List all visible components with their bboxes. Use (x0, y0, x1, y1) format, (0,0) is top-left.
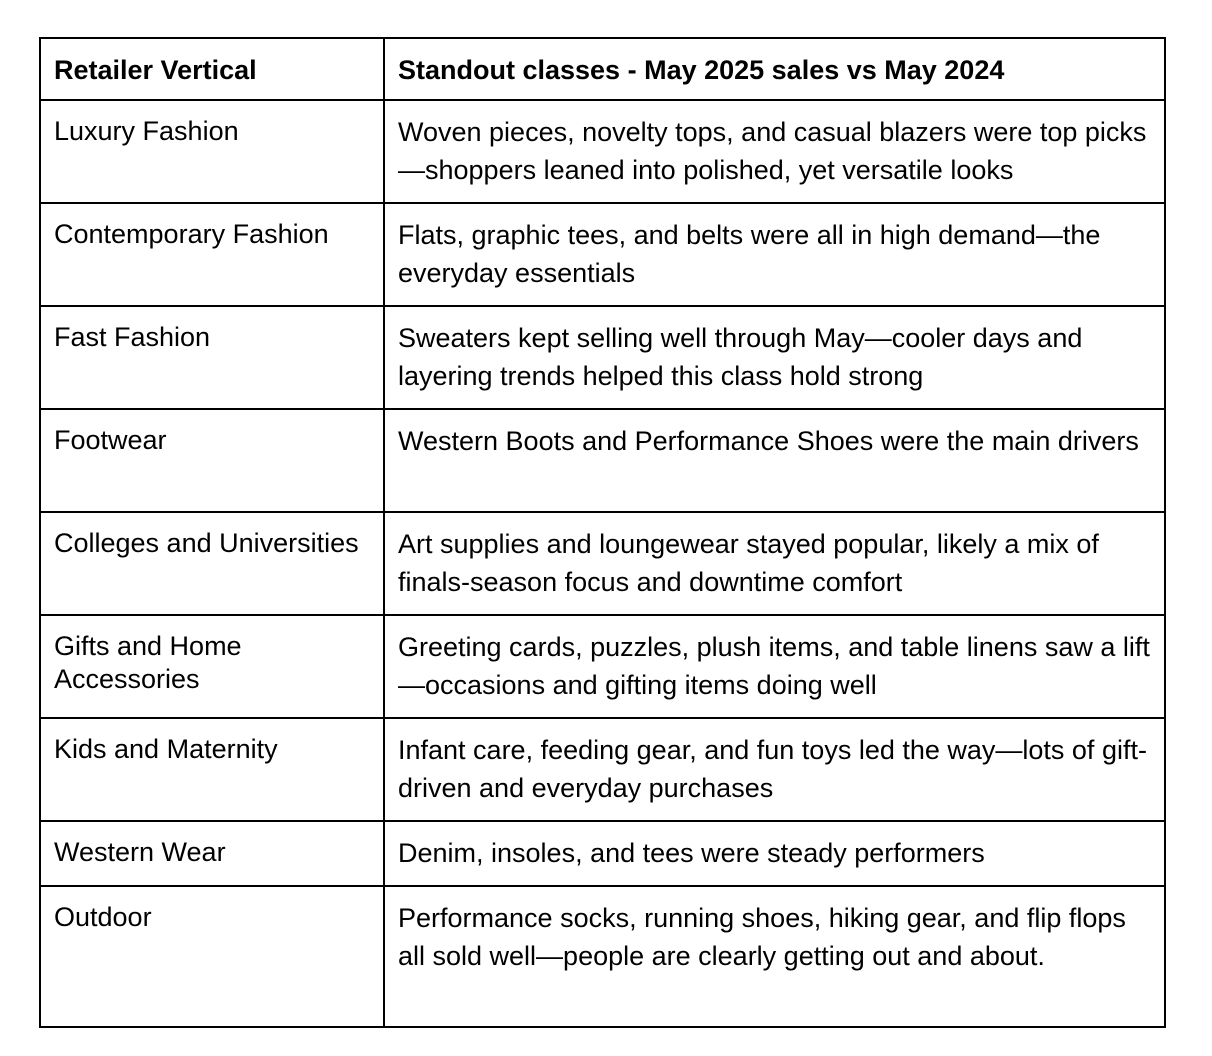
standout-classes-cell: Performance socks, running shoes, hiking gear, and flip flops all sold well—people are clearly getting out and about. (384, 886, 1165, 1027)
retailer-vertical-cell: Outdoor (40, 886, 384, 1027)
table-row (40, 821, 1165, 886)
standout-classes-cell: Denim, insoles, and tees were steady performers (384, 821, 1165, 886)
table-row (40, 615, 1165, 718)
header-retailer-vertical: Retailer Vertical (40, 38, 384, 100)
table-row (40, 306, 1165, 409)
table-row (40, 100, 1165, 203)
table-row (40, 409, 1165, 512)
header-standout-classes: Standout classes - May 2025 sales vs May 2024 (384, 38, 1165, 100)
retailer-vertical-cell: Footwear (40, 409, 384, 512)
sales-classes-table (39, 37, 1166, 1028)
standout-classes-cell: Woven pieces, novelty tops, and casual blazers were top picks—shoppers leaned into polished, yet versatile looks (384, 100, 1165, 203)
standout-classes-cell: Infant care, feeding gear, and fun toys led the way—lots of gift-driven and everyday purchases (384, 718, 1165, 821)
table-row (40, 203, 1165, 306)
retailer-vertical-cell: Contemporary Fashion (40, 203, 384, 306)
retailer-vertical-cell: Luxury Fashion (40, 100, 384, 203)
retailer-vertical-cell: Gifts and Home Accessories (40, 615, 384, 718)
retailer-vertical-cell: Kids and Maternity (40, 718, 384, 821)
standout-classes-cell: Sweaters kept selling well through May—cooler days and layering trends helped this class hold strong (384, 306, 1165, 409)
standout-classes-cell: Art supplies and loungewear stayed popular, likely a mix of finals-season focus and downtime comfort (384, 512, 1165, 615)
retailer-vertical-cell: Western Wear (40, 821, 384, 886)
retailer-vertical-cell: Colleges and Universities (40, 512, 384, 615)
table-row (40, 886, 1165, 1027)
retailer-vertical-cell: Fast Fashion (40, 306, 384, 409)
standout-classes-cell: Flats, graphic tees, and belts were all in high demand—the everyday essentials (384, 203, 1165, 306)
standout-classes-cell: Western Boots and Performance Shoes were the main drivers (384, 409, 1165, 512)
table-row (40, 718, 1165, 821)
standout-classes-cell: Greeting cards, puzzles, plush items, and table linens saw a lift—occasions and gifting items doing well (384, 615, 1165, 718)
table-row (40, 512, 1165, 615)
table-header-row (40, 38, 1165, 100)
